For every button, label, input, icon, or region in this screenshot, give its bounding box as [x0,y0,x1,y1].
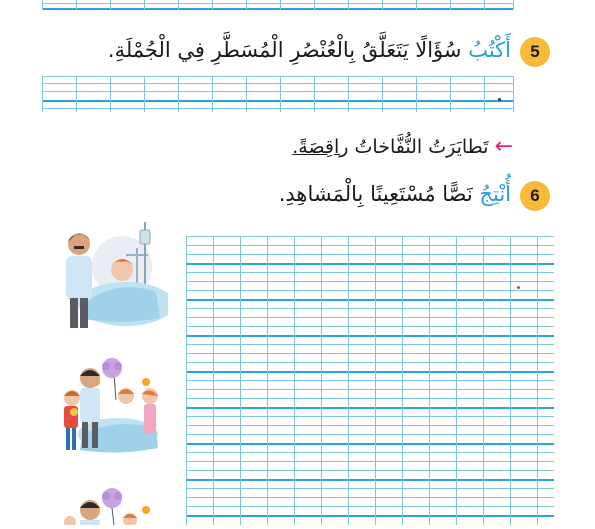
hospital-visit-family-illustration [54,356,166,460]
exercise-5-instruction [108,38,511,62]
top-writing-grid[interactable] [42,0,514,10]
hospital-visit-father-illustration [56,218,168,330]
exercise-6-number-badge: 6 [520,181,550,211]
exercise-5-text: سُؤَالًا يَتَعَلَّقُ بِالْعُنْصُرِ الْمُسَطَّرِ فِي الْجُمْلَةِ. [107,38,462,62]
exercise-6-writing-grid[interactable] [186,236,554,525]
example-text: تَطايَرَتُ النُّفَّاخاتُ [354,136,489,158]
exercise-6-verb: أُنْتِجُ [479,182,511,206]
example-underlined-word: راقِصَةً. [292,136,349,158]
hospital-visit-balloons-illustration [54,486,166,525]
exercise-5-number-badge: 5 [520,37,550,67]
exercise-6-instruction [279,182,511,206]
example-sentence [292,134,513,159]
exercise-5-verb: أَكْتُبُ [468,38,511,62]
example-arrow: ← [494,134,513,159]
exercise-6-text: نَصًّا مُسْتَعِينًا بِالْمَشاهِدِ. [278,182,473,206]
exercise-5-writing-grid[interactable] [42,76,514,112]
